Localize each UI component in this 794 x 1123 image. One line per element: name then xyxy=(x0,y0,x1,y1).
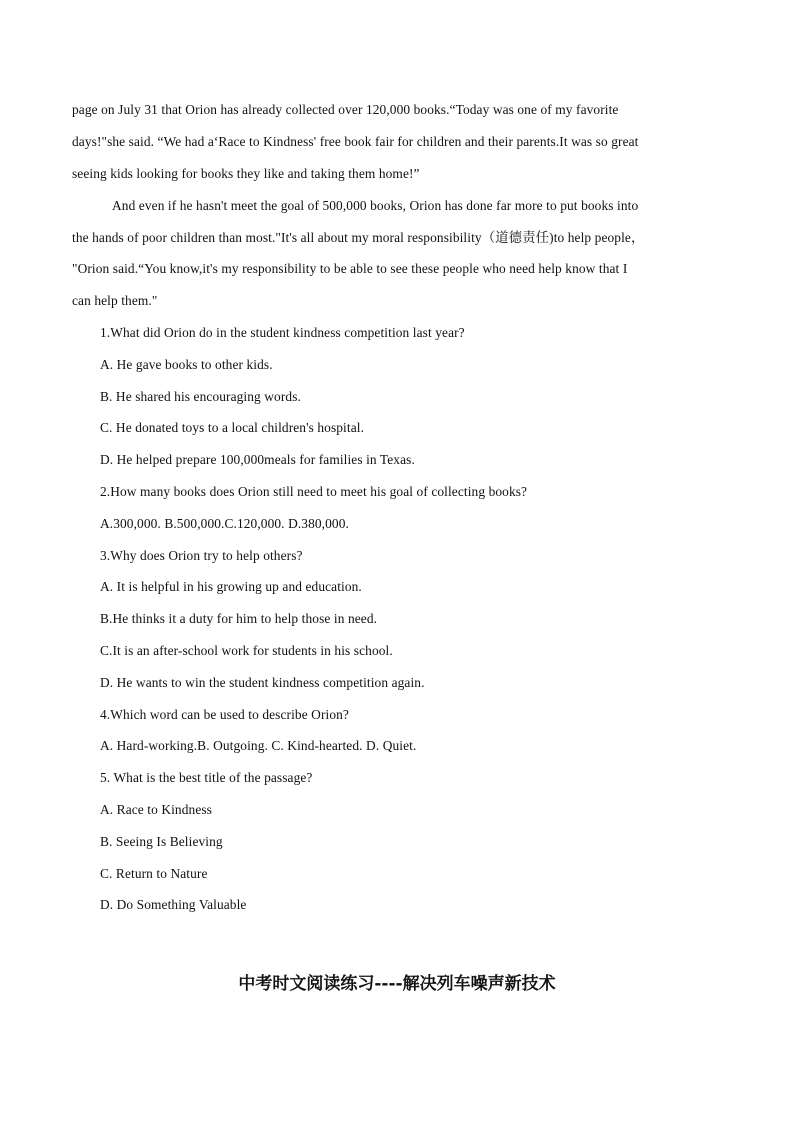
answer-option: A. Race to Kindness xyxy=(100,802,212,817)
passage-line: And even if he hasn't meet the goal of 500,000 books, Orion has done far more to put books into xyxy=(112,198,639,213)
answer-option: B. Seeing Is Believing xyxy=(100,834,223,849)
answer-option: B. He shared his encouraging words. xyxy=(100,389,301,404)
answer-option: C. He donated toys to a local children's hospital. xyxy=(100,420,365,435)
question-stem: 5. What is the best title of the passage? xyxy=(100,770,313,785)
passage-line: "Orion said.“You know,it's my responsibility to be able to see these people who need help know that I xyxy=(72,261,628,276)
answer-option: C. Return to Nature xyxy=(100,866,208,881)
answer-option: A. It is helpful in his growing up and education. xyxy=(100,579,362,594)
answer-option: A. Hard-working.B. Outgoing. C. Kind-hearted. D. Quiet. xyxy=(100,738,417,753)
answer-option: B.He thinks it a duty for him to help those in need. xyxy=(100,611,378,626)
passage-line: page on July 31 that Orion has already collected over 120,000 books.“Today was one of my favorite xyxy=(72,102,619,117)
answer-option: D. Do Something Valuable xyxy=(100,897,247,912)
question-stem: 2.How many books does Orion still need to meet his goal of collecting books? xyxy=(100,484,528,499)
question-stem: 4.Which word can be used to describe Orion? xyxy=(100,707,349,722)
passage-line: can help them." xyxy=(72,293,158,308)
passage-line: seeing kids looking for books they like and taking them home!” xyxy=(72,166,420,181)
answer-option: C.It is an after-school work for students in his school. xyxy=(100,643,393,658)
section-title: 中考时文阅读练习----解决列车噪声新技术 xyxy=(238,974,556,994)
answer-option: D. He wants to win the student kindness competition again. xyxy=(100,675,425,690)
question-stem: 3.Why does Orion try to help others? xyxy=(100,548,303,563)
answer-option: A.300,000. B.500,000.C.120,000. D.380,000. xyxy=(100,516,349,531)
answer-option: A. He gave books to other kids. xyxy=(100,357,273,372)
answer-option: D. He helped prepare 100,000meals for families in Texas. xyxy=(100,452,415,467)
passage-line: the hands of poor children than most."It's all about my moral responsibility（道德责任)to help people， xyxy=(72,230,645,245)
question-stem: 1.What did Orion do in the student kindness competition last year? xyxy=(100,325,465,340)
passage-line: days!"she said. “We had a‘Race to Kindness' free book fair for children and their parents.It was so great xyxy=(72,134,639,149)
